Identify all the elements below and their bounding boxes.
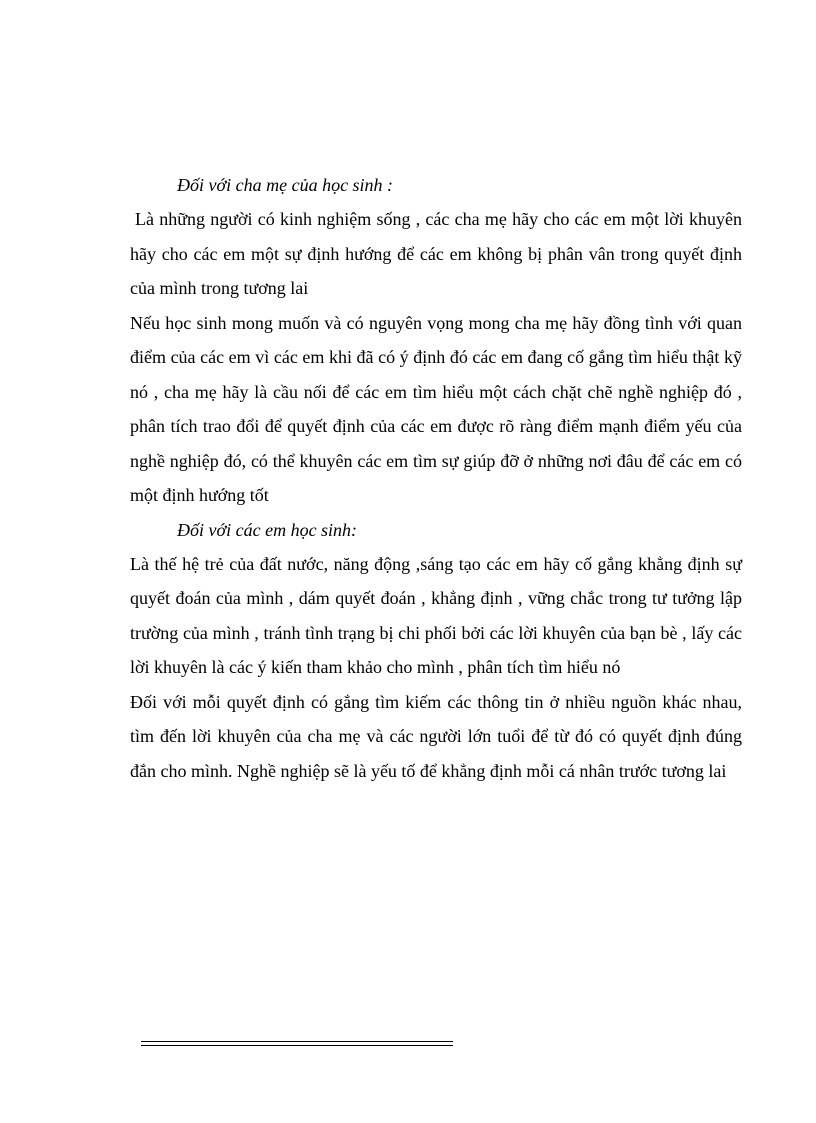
footer-divider <box>141 1041 453 1042</box>
section-heading-parents: Đối với cha mẹ của học sinh : <box>177 175 394 195</box>
footer-divider-double <box>141 1045 453 1046</box>
document-body <box>130 168 742 788</box>
paragraph-parents-2: Nếu học sinh mong muốn và có nguyên vọng mong cha mẹ hãy đồng tình với quan điểm của các em vì các em khi đã có ý định đó các em đang cố gắng tìm hiểu thật kỹ nó , cha mẹ hãy là cầu nối để các em tìm hiểu một cách chặt chẽ nghề nghiệp đó , phân tích trao đổi để quyết định của các em được rõ ràng điểm mạnh điểm yếu của nghề nghiệp đó, có thể khuyên các em tìm sự giúp đỡ ở những nơi đâu để các em có một định hướng tốt <box>130 312 742 505</box>
section-heading-students: Đối với các em học sinh: <box>177 519 358 540</box>
paragraph-students-2: Đối với mỗi quyết định có gắng tìm kiếm các thông tin ở nhiều nguồn khác nhau, tìm đến lời khuyên của cha mẹ và các người lớn tuổi để từ đó có quyết định đúng đắn cho mình. Nghề nghiệp sẽ là yếu tố để khẳng định mỗi cá nhân trước tương lai <box>130 691 742 781</box>
paragraph-students-1: Là thế hệ trẻ của đất nước, năng động ,sáng tạo các em hãy cố gắng khẳng định sự quyết đoán của mình , dám quyết đoán , khẳng định , vững chắc trong tư tưởng lập trường của mình , tránh tình trạng bị chi phối bởi các lời khuyên của bạn bè , lấy các lời khuyên là các ý kiến tham khảo cho mình , phân tích tìm hiểu nó <box>130 553 742 677</box>
paragraph-parents-1: Là những người có kinh nghiệm sống , các cha mẹ hãy cho các em một lời khuyên hãy cho các em một sự định hướng để các em không bị phân vân trong quyết định của mình trong tương lai <box>130 209 742 298</box>
